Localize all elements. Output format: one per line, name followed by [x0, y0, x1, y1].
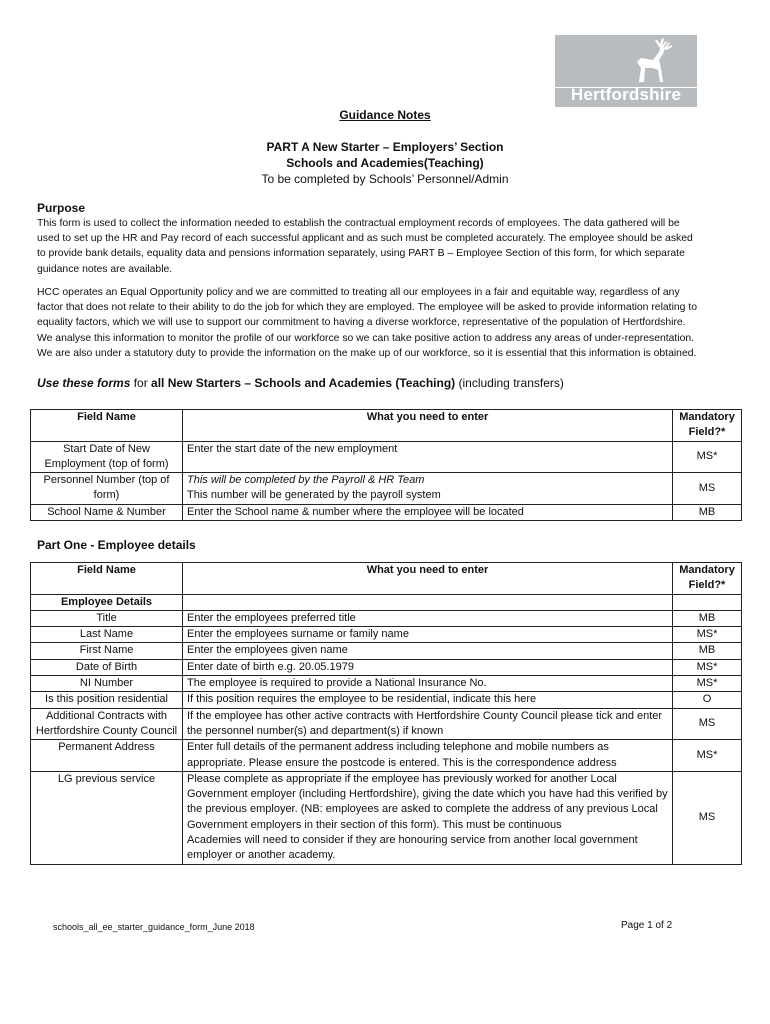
purpose-paragraph-2: HCC operates an Equal Opportunity policy and we are committed to treating all our employees in a fair and equitable way, regardless of any factor that does not relate to their ability to do the job for which they are employed. The employee will be asked to provide information relating to equality factors, which we will use to support our commitment to having a diverse workforce, representative of the population of Hertfordshire. We analyse this information to monitor the profile of our workforce so we can take positive action to address any areas of under-representation. We are also under a statutory duty to provide the information on the make up of our workforce, so it is essential that this information is obtained. — [37, 287, 697, 359]
table-row — [31, 627, 742, 643]
mandatory-cell: MS* — [673, 740, 742, 772]
mandatory-cell: MS — [673, 473, 742, 505]
field-name-cell: Last Name — [31, 627, 183, 643]
field-name-cell: Start Date of New Employment (top of form) — [31, 441, 183, 473]
enter-cell: Enter the employees given name — [183, 643, 673, 659]
header-field-name: Field Name — [31, 563, 183, 595]
field-name-cell: Is this position residential — [31, 692, 183, 708]
employee-details-label: Employee Details — [31, 594, 183, 610]
enter-cell: If this position requires the employee to be residential, indicate this here — [183, 692, 673, 708]
enter-cell — [183, 473, 673, 505]
mandatory-cell: MS* — [673, 441, 742, 473]
mandatory-cell: MB — [673, 504, 742, 520]
table-row — [31, 643, 742, 659]
header-mandatory: Mandatory Field?* — [673, 410, 742, 442]
mandatory-cell: MS* — [673, 627, 742, 643]
use-forms-line — [37, 376, 564, 390]
enter-cell: Enter the employees surname or family name — [183, 627, 673, 643]
field-name-cell: School Name & Number — [31, 504, 183, 520]
table-group-row — [31, 594, 742, 610]
mandatory-cell: MS* — [673, 676, 742, 692]
table-row — [31, 676, 742, 692]
header-mandatory: Mandatory Field?* — [673, 563, 742, 595]
field-name-cell: Personnel Number (top of form) — [31, 473, 183, 505]
table-row — [31, 692, 742, 708]
header-what-to-enter: What you need to enter — [183, 563, 673, 595]
use-forms-for: for — [130, 376, 152, 390]
enter-cell: If the employee has other active contracts with Hertfordshire County Council please tick and enter the personnel number(s) and department(s) if known — [183, 708, 673, 740]
field-name-cell: First Name — [31, 643, 183, 659]
table-row — [31, 771, 742, 864]
enter-cell — [183, 771, 673, 864]
empty-cell — [183, 594, 673, 610]
logo-wordmark: Hertfordshire — [570, 85, 682, 104]
enter-italic-note: This will be completed by the Payroll & HR Team — [187, 474, 425, 487]
table-row — [31, 610, 742, 626]
employee-details-table — [30, 562, 742, 865]
use-forms-italic: Use these forms — [37, 376, 131, 390]
mandatory-cell: MS* — [673, 659, 742, 675]
hertfordshire-logo — [555, 35, 697, 107]
table-header-row — [31, 563, 742, 595]
enter-cell: The employee is required to provide a National Insurance No. — [183, 676, 673, 692]
enter-cell: Enter date of birth e.g. 20.05.1979 — [183, 659, 673, 675]
mandatory-cell: MS — [673, 771, 742, 864]
field-name-cell: Permanent Address — [31, 740, 183, 772]
guidance-title: Guidance Notes — [339, 108, 431, 122]
mandatory-cell: O — [673, 692, 742, 708]
enter-cell: Enter the start date of the new employment — [183, 441, 673, 473]
enter-cell: Enter full details of the permanent address including telephone and mobile numbers as appropriate. Please ensure the postcode is entered. This is the correspondence address — [183, 740, 673, 772]
footer-filename: schools_all_ee_starter_guidance_form_June 2018 — [53, 922, 255, 932]
field-name-cell: Title — [31, 610, 183, 626]
mandatory-cell: MB — [673, 610, 742, 626]
enter-text: This number will be generated by the payroll system — [187, 489, 441, 502]
enter-cell: Enter the employees preferred title — [183, 610, 673, 626]
field-name-cell: NI Number — [31, 676, 183, 692]
header-what-to-enter: What you need to enter — [183, 410, 673, 442]
stag-icon — [625, 38, 675, 86]
use-forms-bold: all New Starters – Schools and Academies (Teaching) — [151, 376, 456, 390]
starter-fields-table — [30, 409, 742, 521]
empty-cell — [673, 594, 742, 610]
field-name-cell: Additional Contracts with Hertfordshire County Council — [31, 708, 183, 740]
footer-page-number: Page 1 of 2 — [621, 920, 673, 931]
purpose-title: Purpose — [37, 201, 86, 215]
purpose-paragraph-1: This form is used to collect the information needed to establish the contractual employment records of employees. The data gathered will be used to set up the HR and Pay record of each successful applicant and as such must be completed accurately. The employee should be asked to provide bank details, equality data and pensions information separately, using PART B – Employee Section of this form, for which separate guidance notes are available. — [37, 218, 693, 275]
part-title: PART A New Starter – Employers’ Section — [266, 140, 504, 154]
table-row — [31, 708, 742, 740]
field-name-cell: LG previous service — [31, 771, 183, 864]
table-row — [31, 504, 742, 520]
enter-cell: Enter the School name & number where the employee will be located — [183, 504, 673, 520]
table-row — [31, 441, 742, 473]
mandatory-cell: MS — [673, 708, 742, 740]
completed-by: To be completed by Schools’ Personnel/Admin — [261, 172, 509, 186]
table-row — [31, 473, 742, 505]
header-field-name: Field Name — [31, 410, 183, 442]
mandatory-cell: MB — [673, 643, 742, 659]
use-forms-rest: (including transfers) — [455, 376, 564, 390]
field-name-cell: Date of Birth — [31, 659, 183, 675]
table-row — [31, 659, 742, 675]
enter-text-academies: Academies will need to consider if they are honouring service from another local government employer or another academy. — [187, 834, 638, 862]
table-header-row — [31, 410, 742, 442]
enter-text: Please complete as appropriate if the employee has previously worked for another Local Government employer (including Hertfordshire), giving the date which you have had this verified by the previous employer. (NB: employees are asked to complete the address of any previous Local Government employers in their section of this form). This must be continuous — [187, 772, 668, 831]
schools-title: Schools and Academies(Teaching) — [286, 156, 484, 170]
part-one-title: Part One - Employee details — [37, 538, 196, 552]
table-row — [31, 740, 742, 772]
